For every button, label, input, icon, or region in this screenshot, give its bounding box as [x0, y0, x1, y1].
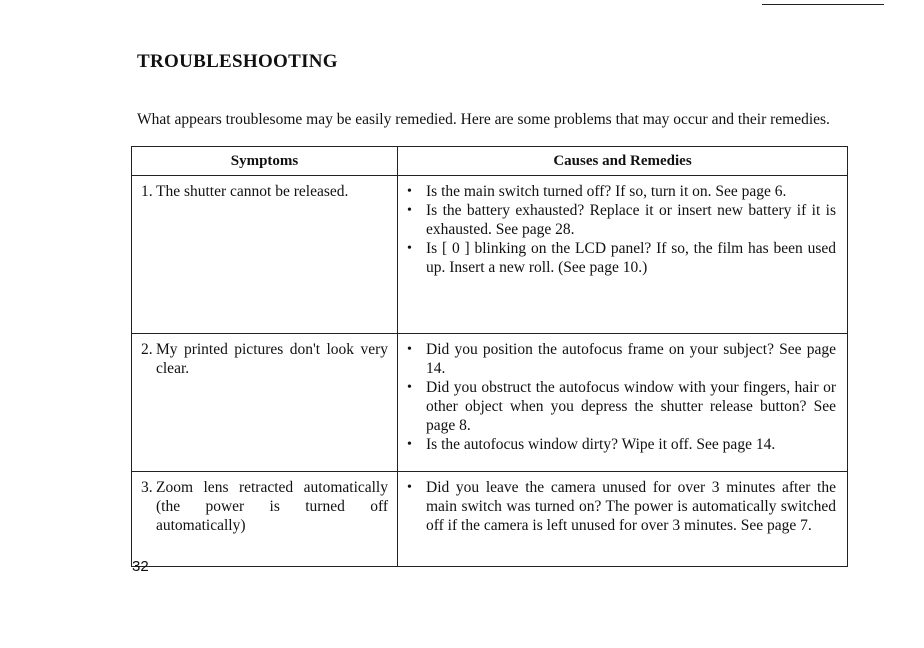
top-rule — [762, 4, 884, 5]
bullet-icon: • — [407, 241, 412, 256]
symptom-cell — [132, 472, 398, 567]
symptom-text: My printed pictures don't look very clear. — [156, 341, 388, 377]
cause-text: Is [ 0 ] blinking on the LCD panel? If so, the film has been used up. Insert a new roll. (See page 10.) — [426, 240, 836, 276]
cause-item — [407, 478, 836, 535]
table-row — [132, 472, 848, 567]
cause-item — [407, 340, 836, 378]
bullet-icon: • — [407, 380, 412, 395]
cause-item — [407, 378, 836, 435]
page-title: TROUBLESHOOTING — [137, 51, 338, 72]
causes-cell — [398, 472, 848, 567]
cause-item — [407, 435, 836, 454]
cause-item — [407, 182, 836, 201]
cause-text: Is the battery exhausted? Replace it or insert new battery if it is exhausted. See page 28. — [426, 202, 836, 238]
troubleshooting-table — [131, 146, 848, 567]
bullet-icon: • — [407, 342, 412, 357]
symptom-cell — [132, 334, 398, 472]
cause-text: Did you leave the camera unused for over 3 minutes after the main switch was turned on? The power is automatically switched off if the camera is left unused for over 3 minutes. See page 7. — [426, 479, 836, 534]
symptom-text: Zoom lens retracted automatically (the power is turned off automatically) — [156, 479, 388, 534]
causes-header: Causes and Remedies — [398, 147, 848, 176]
cause-item — [407, 239, 836, 277]
cause-text: Did you position the autofocus frame on your subject? See page 14. — [426, 341, 836, 377]
table-header-row — [132, 147, 848, 176]
causes-cell — [398, 334, 848, 472]
cause-text: Is the autofocus window dirty? Wipe it off. See page 14. — [426, 436, 776, 453]
bullet-icon: • — [407, 184, 412, 199]
cause-text: Is the main switch turned off? If so, turn it on. See page 6. — [426, 183, 787, 200]
symptom-cell — [132, 176, 398, 334]
cause-text: Did you obstruct the autofocus window with your fingers, hair or other object when you depress the shutter release button? See page 8. — [426, 379, 836, 434]
symptom-number: 3. — [141, 479, 153, 496]
symptom-text: The shutter cannot be released. — [156, 183, 349, 200]
symptom-number: 1. — [141, 183, 153, 200]
bullet-icon: • — [407, 437, 412, 452]
bullet-icon: • — [407, 203, 412, 218]
symptom-number: 2. — [141, 341, 153, 358]
cause-item — [407, 201, 836, 239]
page-number: 32 — [132, 558, 149, 575]
bullet-icon: • — [407, 480, 412, 495]
causes-cell — [398, 176, 848, 334]
intro-paragraph: What appears troublesome may be easily remedied. Here are some problems that may occur and their remedies. — [137, 111, 830, 128]
table-row — [132, 334, 848, 472]
symptoms-header: Symptoms — [132, 147, 398, 176]
table-row — [132, 176, 848, 334]
